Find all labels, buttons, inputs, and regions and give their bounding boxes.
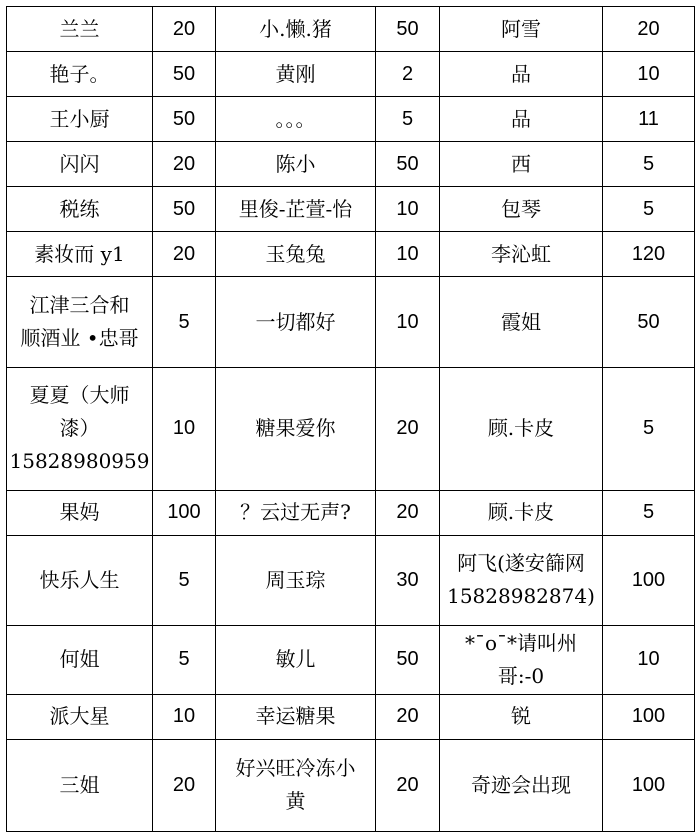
table-row xyxy=(7,97,695,142)
table-row xyxy=(7,232,695,277)
donor-name-line: 顾.卡皮 xyxy=(487,416,555,441)
donor-name-line: 好兴旺冷冻小 xyxy=(235,756,356,781)
amount-cell: 20 xyxy=(153,7,216,52)
donor-name-cell xyxy=(216,277,376,367)
donor-name-cell xyxy=(7,52,153,97)
amount-cell: 5 xyxy=(153,277,216,367)
donor-name-cell xyxy=(440,490,603,535)
donor-name-cell xyxy=(7,535,153,625)
donor-name-line: 西 xyxy=(511,151,531,176)
donor-name-line: 李沁虹 xyxy=(491,241,551,266)
table-row xyxy=(7,52,695,97)
amount-cell: 50 xyxy=(376,7,440,52)
table-body xyxy=(7,7,695,832)
amount-cell: 50 xyxy=(153,187,216,232)
donor-name-line: 小.懒.猪 xyxy=(259,16,332,41)
donor-name-line: 包琴 xyxy=(501,196,541,221)
donor-name-line: 一切都好 xyxy=(255,309,336,334)
donor-name-line: 幸运糖果 xyxy=(255,704,336,729)
donor-name-line: 周玉琮 xyxy=(265,567,326,592)
amount-cell: 11 xyxy=(603,97,695,142)
donor-name-line: 哥:-0 xyxy=(497,663,545,688)
amount-cell: 10 xyxy=(603,625,695,694)
donor-name-cell xyxy=(440,232,603,277)
amount-cell: 50 xyxy=(153,97,216,142)
amount-cell: 5 xyxy=(603,142,695,187)
donor-name-cell xyxy=(440,277,603,367)
amount-cell: 50 xyxy=(376,625,440,694)
amount-cell: 20 xyxy=(153,232,216,277)
donor-name-line: 阿飞(遂安篩网 xyxy=(457,551,585,576)
donor-name-cell xyxy=(440,367,603,490)
donor-name-line: 兰兰 xyxy=(59,16,100,41)
amount-cell: 10 xyxy=(376,187,440,232)
amount-cell: 20 xyxy=(376,490,440,535)
donor-name-line: 快乐人生 xyxy=(39,567,120,592)
amount-cell: 20 xyxy=(153,142,216,187)
amount-cell: 20 xyxy=(603,7,695,52)
donor-name-cell xyxy=(7,187,153,232)
amount-cell: 5 xyxy=(603,187,695,232)
table-row xyxy=(7,535,695,625)
donor-name-cell xyxy=(7,739,153,831)
table-row xyxy=(7,367,695,490)
table-row xyxy=(7,7,695,52)
amount-cell: 5 xyxy=(153,625,216,694)
amount-cell: 5 xyxy=(153,535,216,625)
amount-cell: 100 xyxy=(603,739,695,831)
donor-name-line: 江津三合和 xyxy=(29,293,130,318)
donor-name-line: 陈小 xyxy=(275,151,316,176)
donor-name-cell xyxy=(7,7,153,52)
donor-name-cell xyxy=(440,535,603,625)
table-row xyxy=(7,694,695,739)
donor-name-line: 。。。 xyxy=(275,106,316,131)
donor-name-cell xyxy=(7,277,153,367)
amount-cell: 20 xyxy=(153,739,216,831)
donor-name-cell xyxy=(7,367,153,490)
table-row xyxy=(7,625,695,694)
donor-name-line: 艳子。 xyxy=(49,61,110,86)
donor-name-line: 阿雪 xyxy=(501,16,541,41)
amount-cell: 50 xyxy=(376,142,440,187)
donor-name-line: 糖果爱你 xyxy=(255,416,336,441)
donor-name-cell xyxy=(216,694,376,739)
donor-name-line: 素妆而 y1 xyxy=(34,241,125,266)
amount-cell: 50 xyxy=(153,52,216,97)
amount-cell: 10 xyxy=(376,232,440,277)
donor-name-line: 漆） xyxy=(59,416,100,441)
donor-name-cell xyxy=(7,142,153,187)
donor-name-line: 锐 xyxy=(511,704,531,729)
amount-cell: 50 xyxy=(603,277,695,367)
donor-name-cell xyxy=(7,625,153,694)
donor-name-cell xyxy=(216,97,376,142)
amount-cell: 120 xyxy=(603,232,695,277)
table-row xyxy=(7,142,695,187)
donor-name-cell xyxy=(440,739,603,831)
amount-cell: 100 xyxy=(603,535,695,625)
amount-cell: 20 xyxy=(376,694,440,739)
donor-name-line: 果妈 xyxy=(59,500,100,525)
table-row xyxy=(7,277,695,367)
donor-name-cell xyxy=(440,187,603,232)
donor-name-cell xyxy=(216,142,376,187)
donor-name-line: 顾.卡皮 xyxy=(487,500,555,525)
donor-name-line: 黄刚 xyxy=(275,61,316,86)
donor-name-line: 税练 xyxy=(59,196,100,221)
donor-name-cell xyxy=(440,97,603,142)
table-row xyxy=(7,739,695,831)
donor-name-cell xyxy=(216,535,376,625)
donor-name-line: 品 xyxy=(511,61,531,86)
donor-name-line: 玉兔兔 xyxy=(265,241,326,266)
donor-name-cell xyxy=(440,7,603,52)
amount-cell: 5 xyxy=(603,367,695,490)
amount-cell: 10 xyxy=(153,694,216,739)
donor-name-line: 15828980959 xyxy=(9,449,150,474)
donor-name-line: 霞姐 xyxy=(501,309,541,334)
donor-name-cell xyxy=(216,7,376,52)
amount-cell: 10 xyxy=(153,367,216,490)
amount-cell: 10 xyxy=(603,52,695,97)
donor-name-cell xyxy=(7,97,153,142)
donor-name-cell xyxy=(440,625,603,694)
donor-name-line: 奇迹会出现 xyxy=(471,772,571,797)
donor-name-cell xyxy=(7,232,153,277)
donor-name-cell xyxy=(7,490,153,535)
donor-name-line: 敏儿 xyxy=(275,647,316,672)
donor-name-line: ？云过无声? xyxy=(240,500,351,525)
donor-name-cell xyxy=(440,694,603,739)
amount-cell: 5 xyxy=(603,490,695,535)
donor-name-cell xyxy=(216,625,376,694)
amount-cell: 2 xyxy=(376,52,440,97)
donor-name-cell xyxy=(216,367,376,490)
donation-table xyxy=(6,6,695,832)
donor-name-line: 闪闪 xyxy=(59,151,100,176)
donor-name-cell xyxy=(216,739,376,831)
amount-cell: 100 xyxy=(603,694,695,739)
amount-cell: 5 xyxy=(376,97,440,142)
amount-cell: 30 xyxy=(376,535,440,625)
donor-name-cell xyxy=(440,52,603,97)
donor-name-line: 顺酒业 •忠哥 xyxy=(20,326,139,351)
amount-cell: 10 xyxy=(376,277,440,367)
donor-name-cell xyxy=(440,142,603,187)
donor-name-line: 派大星 xyxy=(49,704,110,729)
donor-name-cell xyxy=(7,694,153,739)
donor-name-cell xyxy=(216,52,376,97)
donor-name-cell xyxy=(216,490,376,535)
amount-cell: 20 xyxy=(376,367,440,490)
donor-name-line: 品 xyxy=(511,106,531,131)
donor-name-line: 三姐 xyxy=(59,772,100,797)
donor-name-line: 黄 xyxy=(285,789,306,814)
table-row xyxy=(7,187,695,232)
donor-name-cell xyxy=(216,232,376,277)
donor-name-cell xyxy=(216,187,376,232)
donor-name-line: 夏夏（大师 xyxy=(29,383,130,408)
donor-name-line: *¯o¯*请叫州 xyxy=(464,630,578,655)
donor-name-line: 王小厨 xyxy=(49,106,110,131)
donor-name-line: 何姐 xyxy=(59,647,100,672)
amount-cell: 20 xyxy=(376,739,440,831)
amount-cell: 100 xyxy=(153,490,216,535)
table-row xyxy=(7,490,695,535)
donor-name-line: 15828982874) xyxy=(447,584,595,609)
donor-name-line: 里俊-芷萱-怡 xyxy=(238,196,353,221)
